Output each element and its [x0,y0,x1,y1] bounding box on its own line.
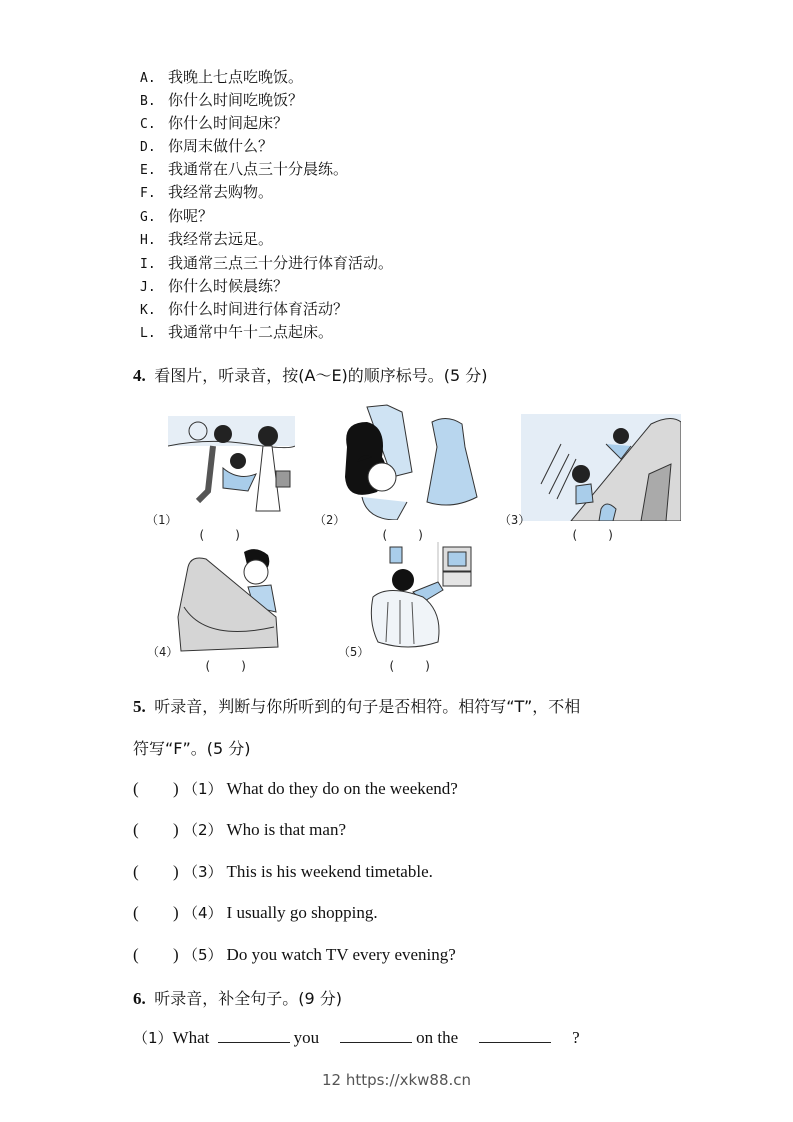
option-a: A. 我晚上七点吃晚饭。 [140,68,304,86]
answer-blank-open[interactable]: ( [133,820,139,839]
boy-tv-illustration [368,542,474,653]
picture-mountain-climbing [521,414,681,521]
picture-label-3: （3） [499,513,531,527]
mountain-climbing-illustration [521,414,681,521]
tf-item-2: ( ) （2） Who is that man? [133,820,346,839]
answer-blank-1[interactable]: ( ) [198,528,242,542]
girl-dresses-illustration [337,402,492,520]
option-e: E. 我通常在八点三十分晨练。 [140,160,349,178]
tf-item-5: ( ) （5） Do you watch TV every evening? [133,945,456,964]
answer-blank-5[interactable]: ( ) [388,659,432,673]
picture-family-walking [168,416,295,521]
option-f: F. 我经常去购物。 [140,183,274,201]
tf-item-1: ( ) （1） What do they do on the weekend? [133,779,458,798]
option-k: K. 你什么时间进行体育活动？ [140,300,349,318]
option-g: G. 你呢？ [140,207,214,225]
fill-blank-1[interactable] [218,1028,290,1043]
option-h: H. 我经常去远足。 [140,230,274,248]
answer-blank-3[interactable]: ( ) [571,528,615,542]
picture-boy-tv [368,542,474,653]
option-j: J. 你什么时候晨练？ [140,277,289,295]
q4-title: 4. 看图片，听录音，按(A～E)的顺序标号。(5 分) [133,366,488,385]
answer-blank-2[interactable]: ( ) [381,528,425,542]
picture-label-5: （5） [338,645,370,659]
answer-blank-open[interactable]: ( [133,779,139,798]
picture-label-1: （1） [146,513,178,527]
q6-title: 6. 听录音，补全句子。(9 分) [133,989,343,1008]
fill-item-1: （1）What you on the ? [133,1028,580,1047]
picture-girl-dresses [337,402,492,520]
answer-blank-open[interactable]: ( [133,903,139,922]
answer-blank-open[interactable]: ( [133,945,139,964]
answer-blank-4[interactable]: ( ) [204,659,248,673]
option-b: B. 你什么时间吃晚饭？ [140,91,304,109]
boy-piano-illustration [176,547,288,653]
picture-label-4: （4） [147,645,179,659]
answer-blank-open[interactable]: ( [133,862,139,881]
option-d: D. 你周末做什么？ [140,137,274,155]
fill-blank-2[interactable] [340,1028,412,1043]
picture-label-2: （2） [314,513,346,527]
q5-title-line1: 5. 听录音，判断与你所听到的句子是否相符。相符写“T”，不相 [133,697,581,716]
tf-item-4: ( ) （4） I usually go shopping. [133,903,378,922]
tf-item-3: ( ) （3） This is his weekend timetable. [133,862,433,881]
option-i: I. 我通常三点三十分进行体育活动。 [140,254,394,272]
q5-title-line2: 符写“F”。(5 分) [133,739,251,758]
family-walking-illustration [168,416,295,521]
fill-blank-3[interactable] [479,1028,551,1043]
option-c: C. 你什么时间起床？ [140,114,289,132]
page-footer: 12 https://xkw88.cn [321,1071,472,1089]
option-l: L. 我通常中午十二点起床。 [140,323,334,341]
picture-boy-piano [176,547,288,653]
